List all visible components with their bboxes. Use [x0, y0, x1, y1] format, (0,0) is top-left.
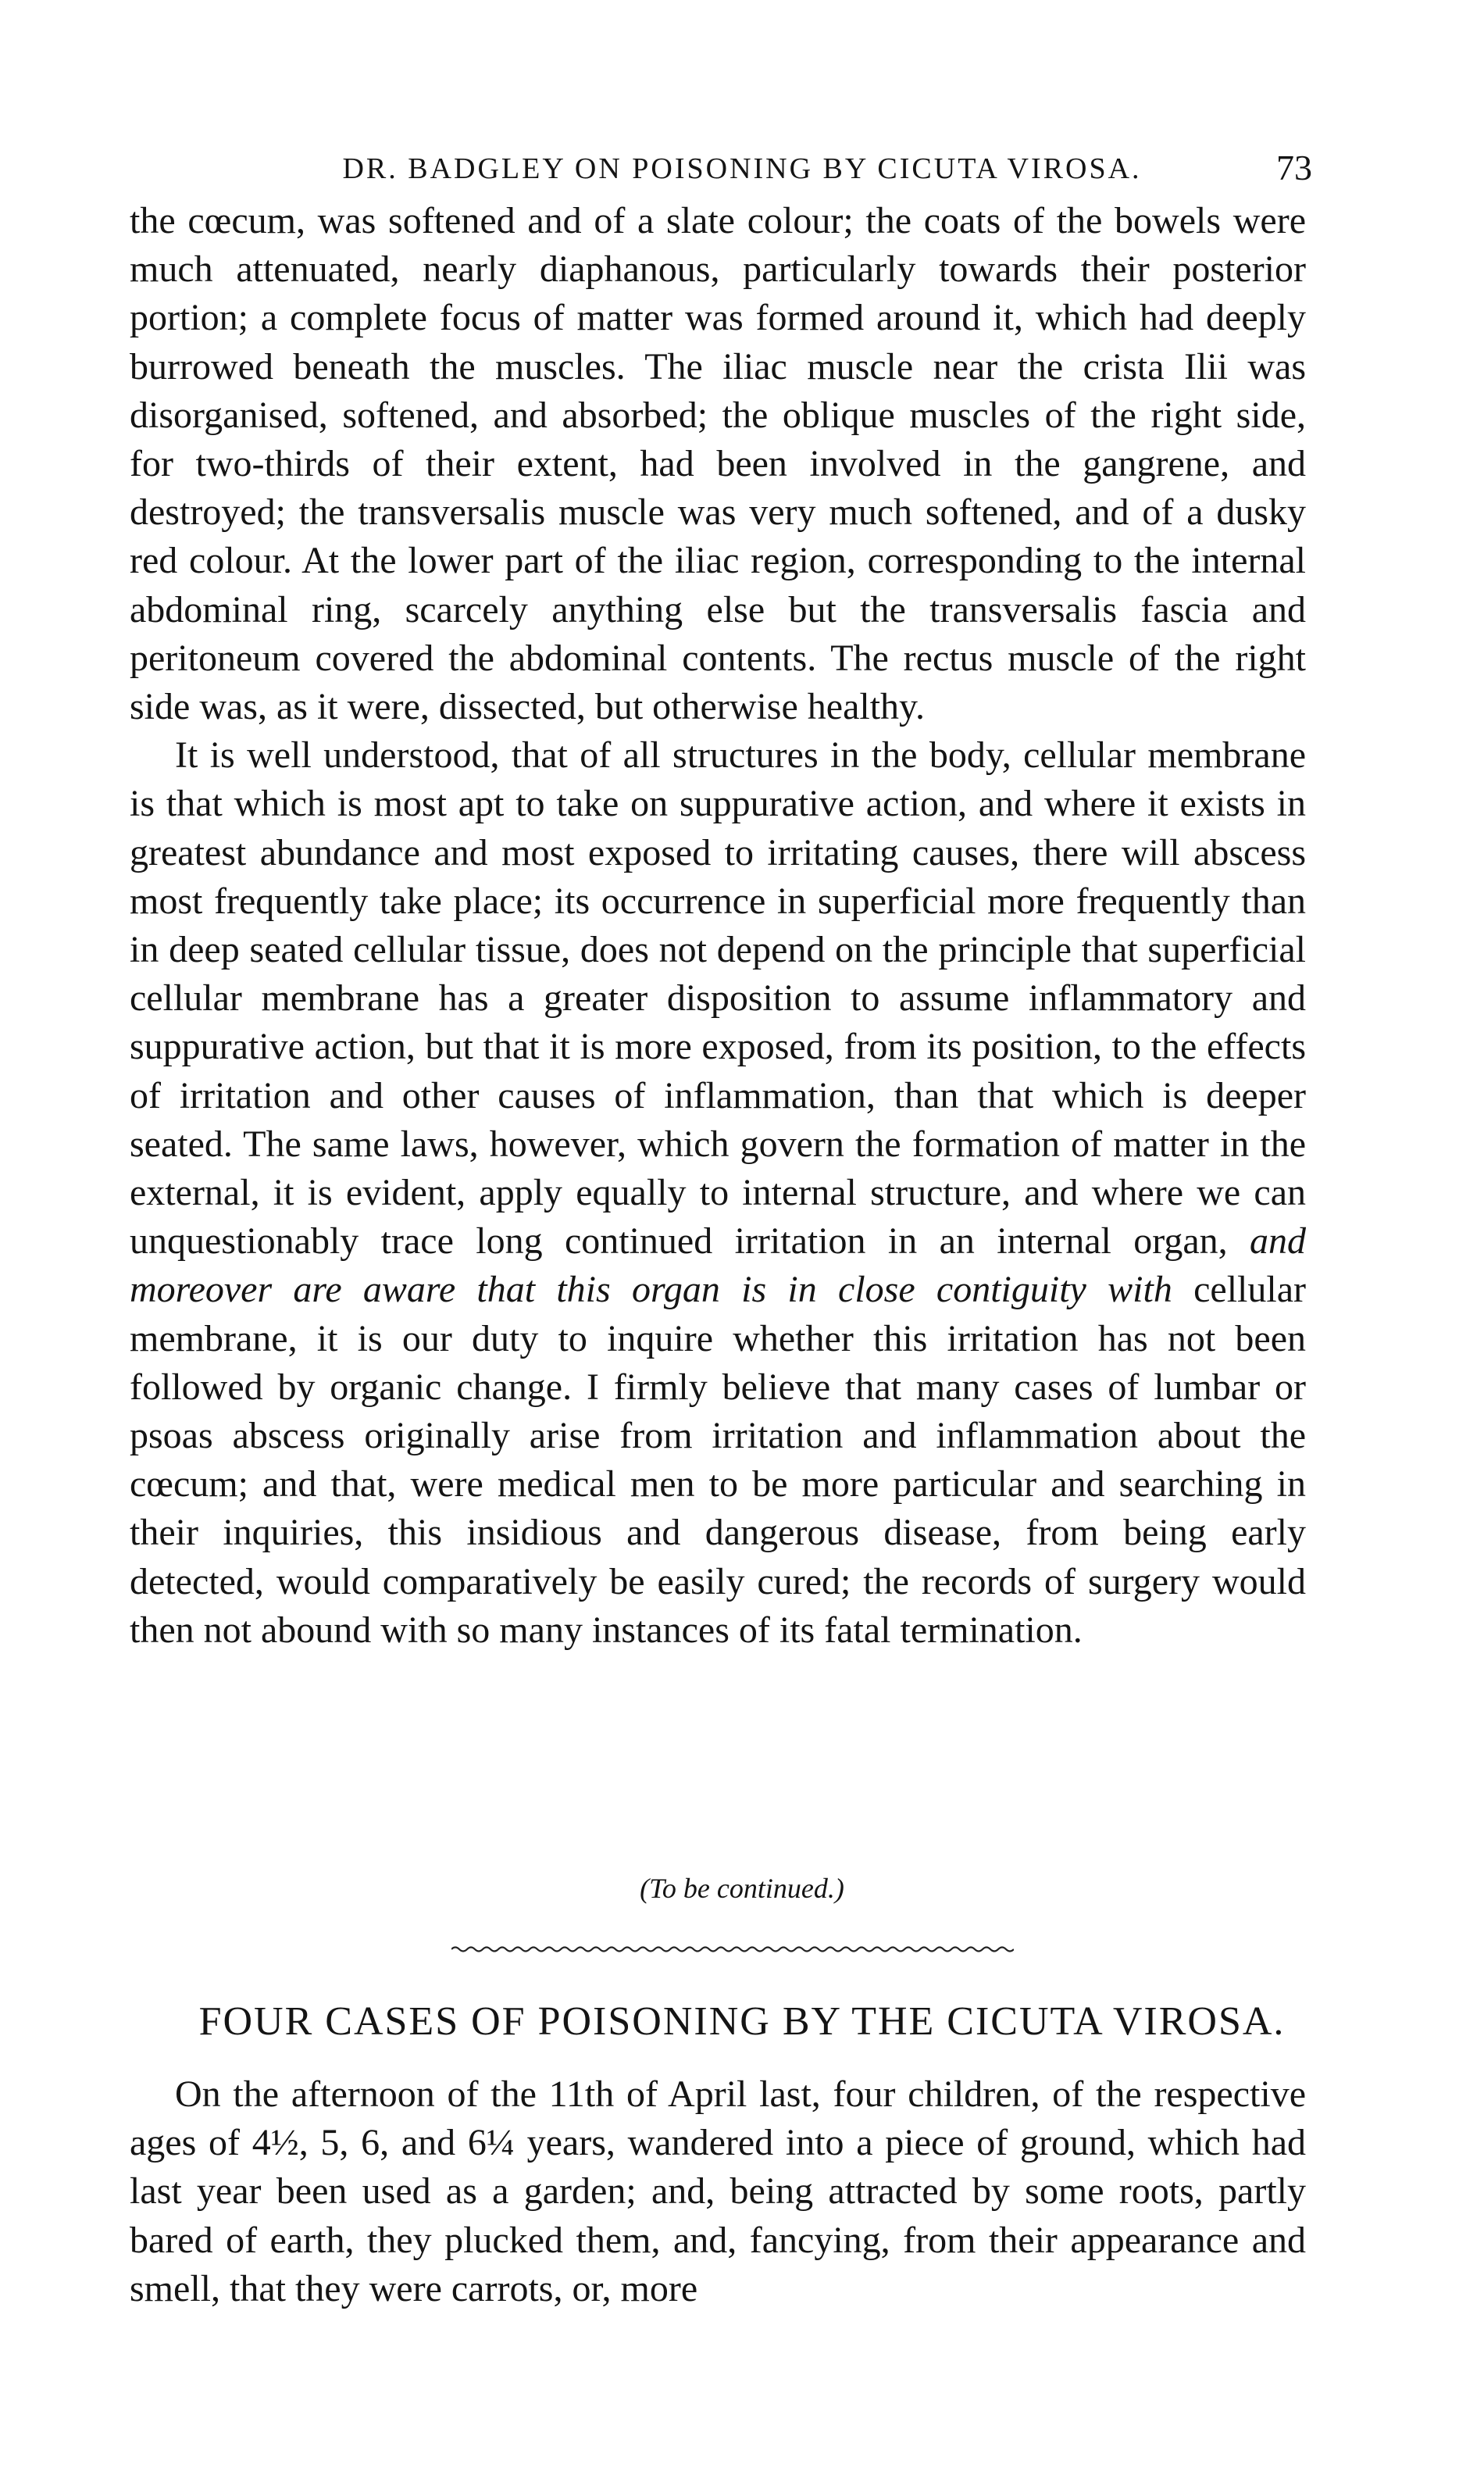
- paragraph: [130, 731, 1306, 1655]
- article-title: FOUR CASES OF POISONING BY THE CICUTA VIROSA.: [198, 1999, 1286, 2044]
- paragraph: the cœcum, was softened and of a slate colour; the coats of the bowels were much attenuated, nearly diaphanous, particularly towards their posterior portion; a complete focus of matter was formed around it, which had deeply burrowed beneath the muscles. The iliac muscle near the crista Ilii was disorganised, softened, and absorbed; the oblique muscles of the right side, for two-thirds of their extent, had been involved in the gangrene, and destroyed; the transversalis muscle was very much softened, and of a dusky red colour. At the lower part of the iliac region, corresponding to the internal abdominal ring, scarcely anything else but the transversalis fascia and peritoneum covered the abdominal contents. The rectus muscle of the right side was, as it were, dissected, but otherwise healthy.: [130, 200, 1306, 728]
- page-number: 73: [1276, 148, 1312, 188]
- ornamental-rule: [451, 1944, 1014, 1955]
- running-title: DR. BADGLEY ON POISONING BY CICUTA VIROSA.: [342, 152, 1142, 185]
- to-be-continued-note: (To be continued.): [640, 1873, 844, 1904]
- paragraph: On the afternoon of the 11th of April last, four children, of the respective ages of 4½, 5, 6, and 6¼ years, wandered into a piece of ground, which had last year been used as a garden; and, being attracted by some roots, partly bared of earth, they plucked them, and, fancying, from their appearance and smell, that they were carrots, or, more: [130, 2073, 1306, 2309]
- continued-article-body: [130, 197, 1306, 1655]
- italic-phrase: and moreover are aware that this organ is in close contiguity with: [130, 1220, 1306, 1311]
- paragraph-text: cellular membrane, it is our duty to inquire whether this irritation has not been followed by organic change. I firmly believe that many cases of lumbar or psoas abscess originally arise from irritation and inflammation about the cœcum; and that, were medical men to be more particular and searching in their inquiries, this insidious and dangerous disease, from being early detected, would comparatively be easily cured; the records of surgery would then not abound with so many instances of its fatal termination.: [130, 1269, 1307, 1651]
- running-head: [0, 147, 1484, 194]
- new-article-body: [130, 2070, 1306, 2313]
- paragraph-text: It is well understood, that of all structures in the body, cellular membrane is that which is most apt to take on suppurative action, and where it exists in greatest abundance and most exposed to irritating causes, there will abscess most frequently take place; its occurrence in superficial more frequently than in deep seated cellular tissue, does not depend on the principle that superficial cellular membrane has a greater disposition to assume inflammatory and suppurative action, but that it is more exposed, from its position, to the effects of irritation and other causes of inflammation, than that which is deeper seated. The same laws, however, which govern the formation of matter in the external, it is evident, apply equally to internal structure, and where we can unquestionably trace long continued irritation in an internal organ,: [130, 734, 1306, 1263]
